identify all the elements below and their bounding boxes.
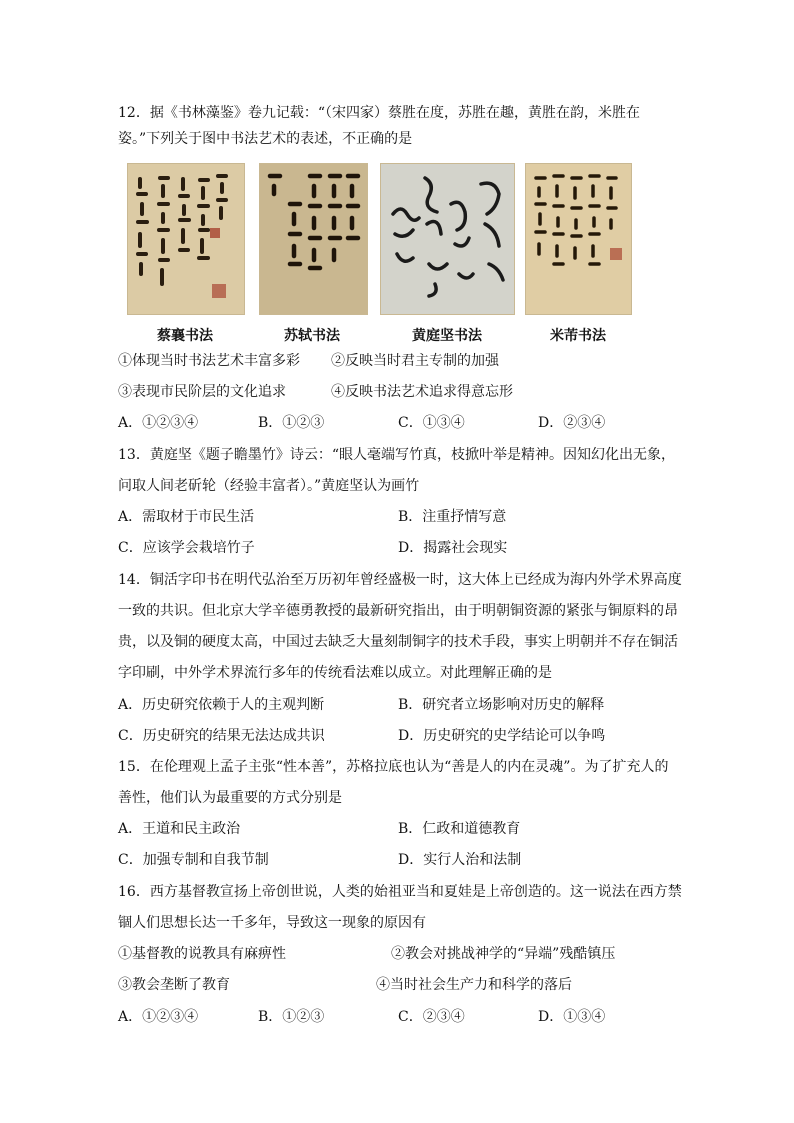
q14-option-d: D．历史研究的史学结论可以争鸣 xyxy=(398,728,606,744)
q13-stem-line2: 问取人间老斫轮（经验丰富者）。”黄庭坚认为画竹 xyxy=(118,478,420,494)
caption-su-shi: 苏轼书法 xyxy=(284,328,340,344)
q16-statement-4: ④当时社会生产力和科学的落后 xyxy=(376,977,572,993)
caption-cai-xiang: 蔡襄书法 xyxy=(157,328,213,344)
q16-statement-2: ②教会对挑战神学的“异端”残酷镇压 xyxy=(391,946,616,962)
q14-stem-line4: 字印刷，中外学术界流行多年的传统看法难以成立。对此理解正确的是 xyxy=(118,665,552,681)
q16-stem-line2: 锢人们思想长达一千多年，导致这一现象的原因有 xyxy=(118,915,426,931)
q15-stem-line1: 15．在伦理观上孟子主张“性本善”，苏格拉底也认为“善是人的内在灵魂”。为了扩充人的 xyxy=(118,759,669,775)
q15-option-b: B．仁政和道德教育 xyxy=(398,821,521,837)
q13-option-a: A．需取材于市民生活 xyxy=(118,509,255,525)
q14-stem-line1: 14．铜活字印书在明代弘治至万历初年曾经盛极一时，这大体上已经成为海内外学术界高度 xyxy=(118,572,682,588)
q13-option-c: C．应该学会栽培竹子 xyxy=(118,540,255,556)
q16-option-c: C．②③④ xyxy=(398,1009,465,1025)
q12-statement-1: ①体现当时书法艺术丰富多彩 xyxy=(118,353,300,369)
q14-option-c: C．历史研究的结果无法达成共识 xyxy=(118,728,325,744)
q13-option-d: D．揭露社会现实 xyxy=(398,540,508,556)
q12-statement-4: ④反映书法艺术追求得意忘形 xyxy=(331,384,513,400)
caption-mi-fu: 米芾书法 xyxy=(550,328,606,344)
q15-option-c: C．加强专制和自我节制 xyxy=(118,852,269,868)
q16-option-b: B．①②③ xyxy=(258,1009,325,1025)
q15-option-d: D．实行人治和法制 xyxy=(398,852,522,868)
q12-option-c: C．①③④ xyxy=(398,415,465,431)
q13-option-b: B．注重抒情写意 xyxy=(398,509,507,525)
caption-huang-tingjian: 黄庭坚书法 xyxy=(412,328,482,344)
q16-statement-3: ③教会垄断了教育 xyxy=(118,977,230,993)
q16-option-d: D．①③④ xyxy=(538,1009,606,1025)
q12-statement-2: ②反映当时君主专制的加强 xyxy=(331,353,499,369)
mi-fu-calligraphy-image xyxy=(525,163,632,315)
q16-statement-1: ①基督教的说教具有麻痹性 xyxy=(118,946,286,962)
q12-option-d: D．②③④ xyxy=(538,415,606,431)
q14-stem-line2: 一致的共识。但北京大学辛德勇教授的最新研究指出，由于明朝铜资源的紧张与铜原料的昂 xyxy=(118,603,678,619)
q12-statement-3: ③表现市民阶层的文化追求 xyxy=(118,384,286,400)
huang-tingjian-calligraphy-image xyxy=(380,163,515,315)
q12-option-a: A．①②③④ xyxy=(118,415,199,431)
q13-stem-line1: 13．黄庭坚《题子瞻墨竹》诗云：“眼人毫端写竹真，枝掀叶举是精神。因知幻化出无象， xyxy=(118,447,675,463)
q16-option-a: A．①②③④ xyxy=(118,1009,199,1025)
q16-stem-line1: 16．西方基督教宣扬上帝创世说，人类的始祖亚当和夏娃是上帝创造的。这一说法在西方禁 xyxy=(118,884,682,900)
cai-xiang-calligraphy-image xyxy=(127,163,245,315)
su-shi-calligraphy-image xyxy=(259,163,368,315)
q12-stem-line2: 姿。”下列关于图中书法艺术的表述，不正确的是 xyxy=(118,131,413,147)
q12-option-b: B．①②③ xyxy=(258,415,325,431)
q14-option-a: A．历史研究依赖于人的主观判断 xyxy=(118,697,325,713)
q12-stem-line1: 12．据《书林藻鉴》卷九记载：“（宋四家）蔡胜在度，苏胜在趣，黄胜在韵，米胜在 xyxy=(118,105,640,121)
q14-option-b: B．研究者立场影响对历史的解释 xyxy=(398,697,605,713)
q15-option-a: A．王道和民主政治 xyxy=(118,821,241,837)
q15-stem-line2: 善性，他们认为最重要的方式分别是 xyxy=(118,790,342,806)
q14-stem-line3: 贵，以及铜的硬度太高，中国过去缺乏大量刻制铜字的技术手段，事实上明朝并不存在铜活 xyxy=(118,634,678,650)
